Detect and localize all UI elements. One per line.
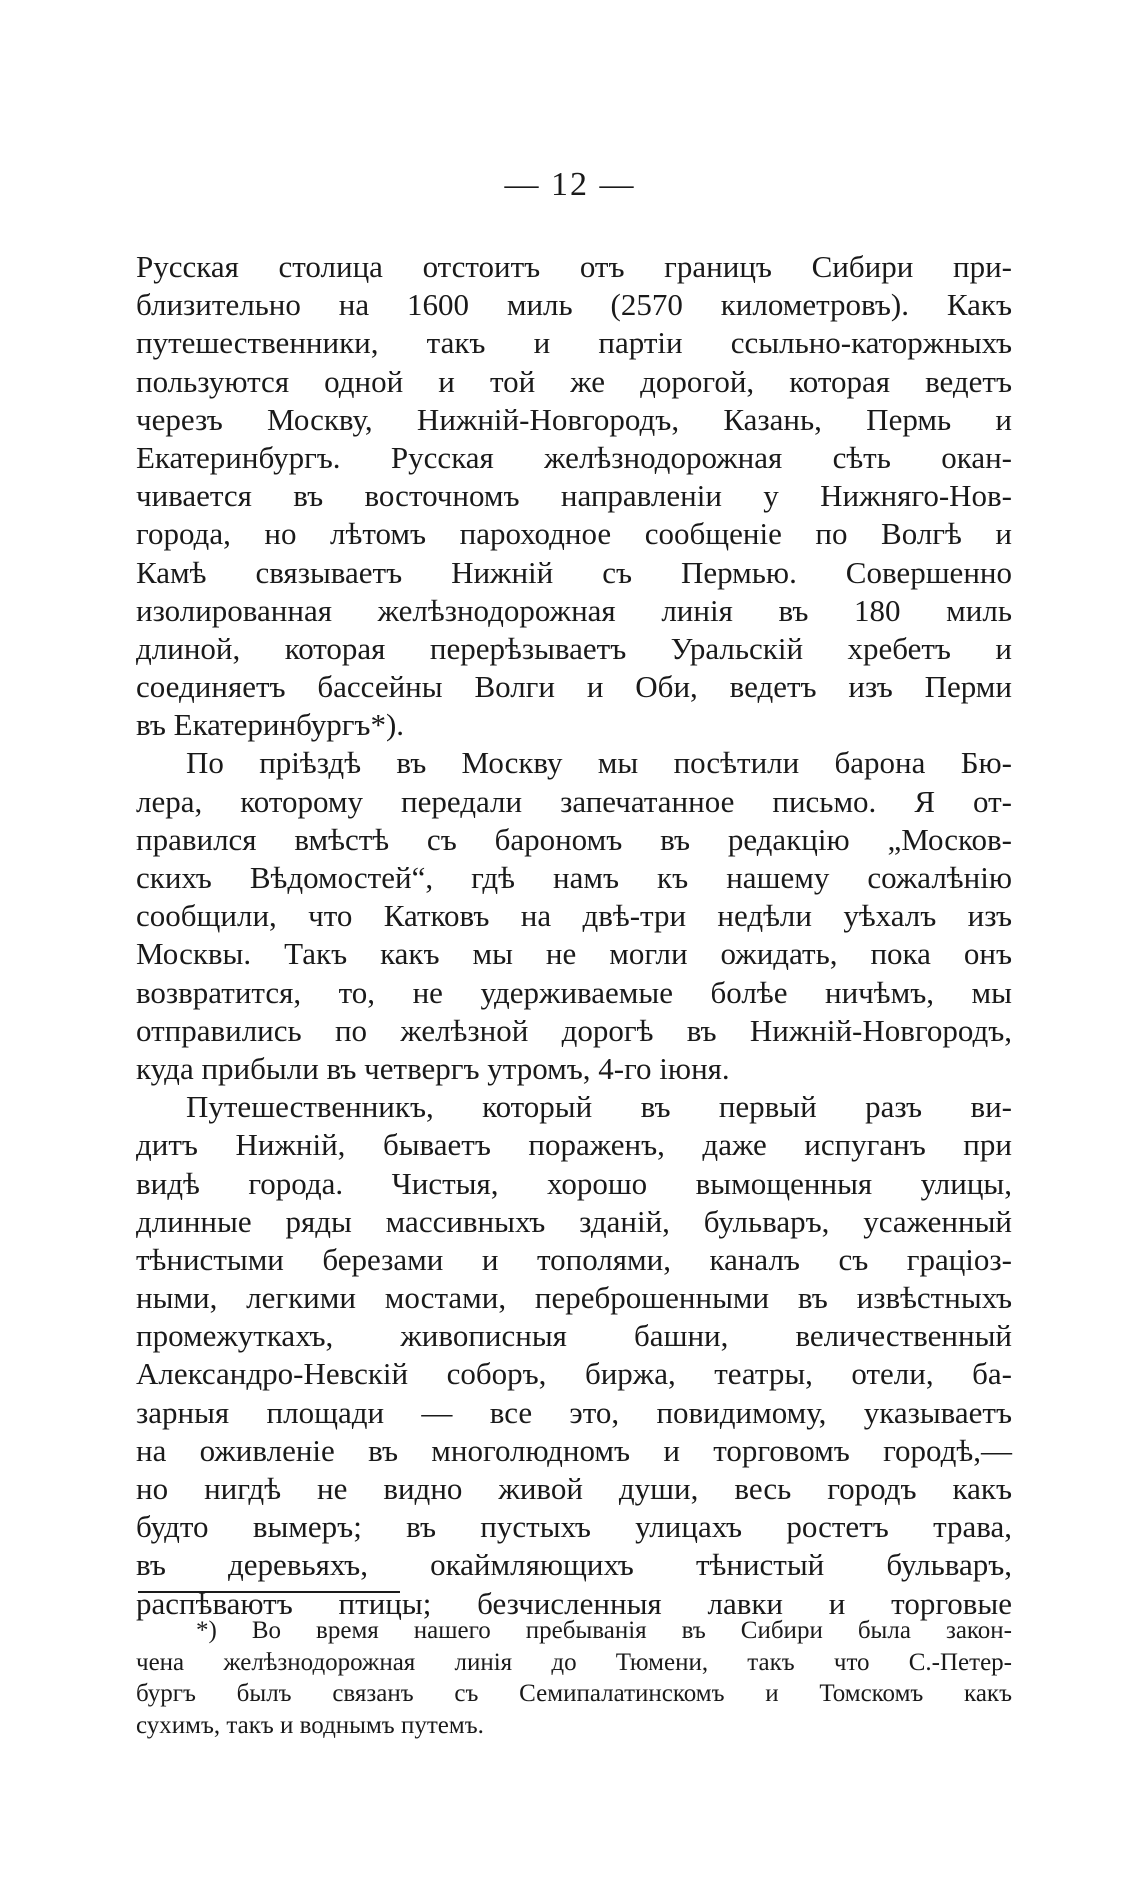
text-line: пользуются одной и той же дорогой, которая ведетъ: [136, 363, 1012, 399]
text-line: близительно на 1600 миль (2570 километровъ). Какъ: [136, 287, 1012, 323]
text-line: Камѣ связываетъ Нижній съ Пермью. Совершенно: [136, 554, 1012, 590]
text-line: будто вымеръ; въ пустыхъ улицахъ ростетъ трава,: [136, 1509, 1012, 1545]
text-line: путешественники, такъ и партіи ссыльно-каторжныхъ: [136, 325, 1012, 361]
footnote-line: чена желѣзнодорожная линія до Тюмени, такъ что С.-Петер-: [136, 1648, 1012, 1676]
text-line: возвратится, то, не удерживаемые болѣе ничѣмъ, мы: [136, 974, 1012, 1010]
text-line: соединяетъ бассейны Волги и Оби, ведетъ изъ Перми: [136, 669, 1012, 705]
footnote-rule: [138, 1591, 400, 1593]
text-line: скихъ Вѣдомостей“, гдѣ намъ къ нашему сожалѣнію: [136, 860, 1012, 895]
text-line: зарныя площади — все это, повидимому, указываетъ: [136, 1394, 1012, 1430]
footnote-line: *) Во время нашего пребыванія въ Сибири была закон-: [196, 1617, 1012, 1644]
page-number: — 12 —: [504, 166, 636, 203]
text-line: Путешественникъ, который въ первый разъ ви-: [186, 1089, 1012, 1125]
text-line: тѣнистыми березами и тополями, каналъ съ граціоз-: [136, 1241, 1012, 1277]
footnote-line: сухимъ, такъ и воднымъ путемъ.: [136, 1711, 484, 1739]
text-line: видѣ города. Чистыя, хорошо вымощенныя улицы,: [136, 1165, 1012, 1201]
text-line: По пріѣздѣ въ Москву мы посѣтили барона Бю-: [186, 745, 1012, 781]
text-line: Екатеринбургъ. Русская желѣзнодорожная сѣть окан-: [136, 439, 1012, 475]
text-line: лера, которому передали запечатанное письмо. Я от-: [136, 783, 1012, 819]
text-line: дитъ Нижній, бываетъ пораженъ, даже испуганъ при: [136, 1127, 1012, 1163]
footnote: [136, 1615, 1012, 1741]
text-line: Александро-Невскій соборъ, биржа, театры, отели, ба-: [136, 1356, 1012, 1392]
footnote-line: бургъ былъ связанъ съ Семипалатинскомъ и Томскомъ какъ: [136, 1680, 1012, 1707]
text-line: но нигдѣ не видно живой души, весь городъ какъ: [136, 1471, 1012, 1506]
text-line: Русская столица отстоитъ отъ границъ Сибири при-: [136, 249, 1012, 284]
text-line: правился вмѣстѣ съ барономъ въ редакцію „Москов-: [136, 821, 1012, 857]
text-line: въ деревьяхъ, окаймляющихъ тѣнистый бульваръ,: [136, 1547, 1012, 1583]
text-line: распѣваютъ птицы; безчисленныя лавки и торговые: [136, 1585, 1012, 1621]
text-line: длинные ряды массивныхъ зданій, бульваръ, усаженный: [136, 1203, 1012, 1239]
text-line: длиной, которая перерѣзываетъ Уральскій хребетъ и: [136, 630, 1012, 666]
text-line: изолированная желѣзнодорожная линія въ 180 миль: [136, 592, 1012, 628]
text-line: въ Екатеринбургъ*).: [136, 707, 405, 743]
text-line: промежуткахъ, живописныя башни, величественный: [136, 1318, 1012, 1354]
body-text: [136, 248, 1012, 1623]
text-line: ными, легкими мостами, переброшенными въ извѣстныхъ: [136, 1280, 1012, 1316]
text-line: черезъ Москву, Нижній-Новгородъ, Казань, Пермь и: [136, 401, 1012, 437]
text-line: чивается въ восточномъ направленіи у Нижняго-Нов-: [136, 478, 1012, 514]
text-line: города, но лѣтомъ пароходное сообщеніе по Волгѣ и: [136, 516, 1012, 552]
text-line: сообщили, что Катковъ на двѣ-три недѣли уѣхалъ изъ: [136, 898, 1012, 934]
text-line: на оживленіе въ многолюдномъ и торговомъ городѣ,—: [136, 1432, 1012, 1468]
text-line: куда прибыли въ четвергъ утромъ, 4-го іюня.: [136, 1050, 730, 1086]
text-line: Москвы. Такъ какъ мы не могли ожидать, пока онъ: [136, 936, 1012, 972]
text-line: отправились по желѣзной дорогѣ въ Нижній-Новгородъ,: [136, 1012, 1012, 1048]
